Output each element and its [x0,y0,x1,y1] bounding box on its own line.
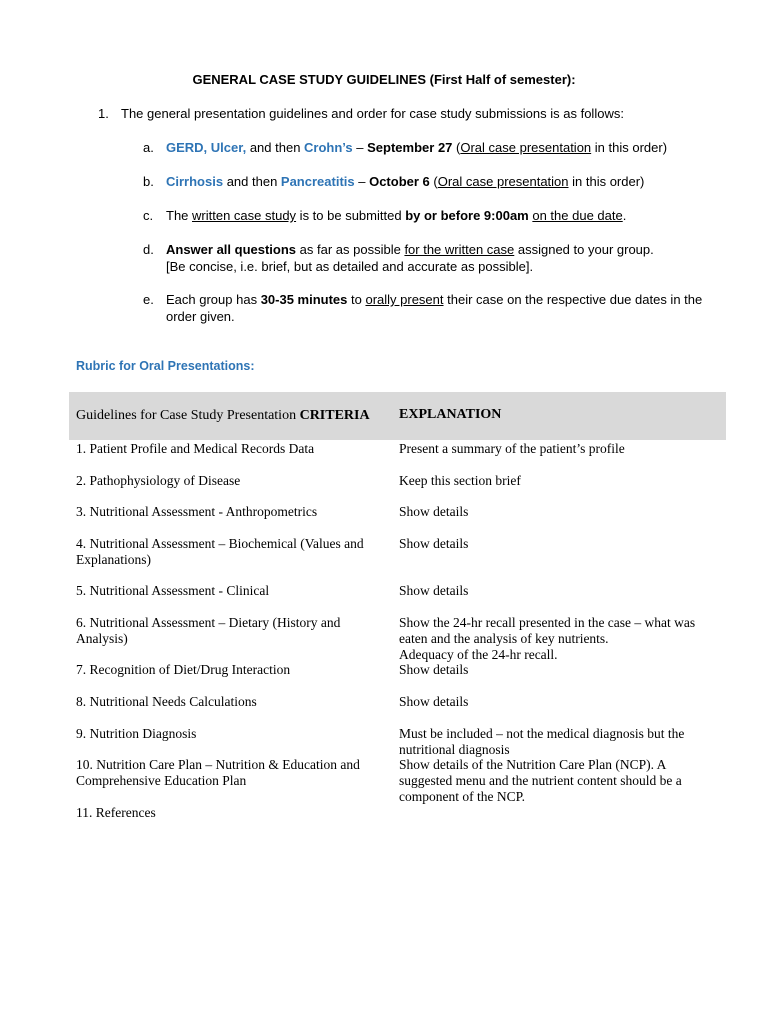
explanation-cell: Show details of the Nutrition Care Plan (NCP). A suggested menu and the nutrient content should be a component of the NCP. [399,757,682,804]
text-fragment: Each group has [166,292,261,307]
explanation-cell: Show details [399,662,469,677]
explanation-text: Show the 24-hr recall presented in the case – what was eaten and the analysis of key nutrients. [399,615,696,646]
written-case-phrase: for the written case [404,242,515,257]
header-explanation: EXPLANATION [399,407,502,422]
disease-cirrhosis: Cirrhosis [166,174,224,189]
document-title: GENERAL CASE STUDY GUIDELINES (First Half of semester): [192,72,576,87]
deadline-time: by or before 9:00am [405,208,529,223]
sub-item-letter: c. [143,208,154,223]
text-fragment: and then [223,174,281,189]
text-fragment: to [347,292,366,307]
text-fragment: is to be submitted [296,208,406,223]
explanation-cell: Present a summary of the patient’s profile [399,441,625,456]
written-case-study: written case study [192,208,297,223]
orally-present: orally present [365,292,444,307]
sub-item-text [166,139,726,156]
sub-item-text [166,207,726,224]
time-allotment: 30-35 minutes [260,292,348,307]
criteria-cell: 8. Nutritional Needs Calculations [76,694,257,709]
explanation-cell: Must be included – not the medical diagnosis but the nutritional diagnosis [399,726,685,757]
sub-item-letter: a. [143,140,154,155]
text-fragment: . [622,208,627,223]
disease-pancreatitis: Pancreatitis [280,174,355,189]
text-fragment: – [352,140,368,155]
criteria-cell: 5. Nutritional Assessment - Clinical [76,583,270,598]
sub-item-letter: d. [143,242,154,257]
presentation-type: Oral case presentation [437,174,569,189]
list-item-1 [98,106,624,121]
presentation-type: Oral case presentation [460,140,592,155]
criteria-cell: 3. Nutritional Assessment - Anthropometrics [76,504,318,519]
criteria-cell: 6. Nutritional Assessment – Dietary (History and Analysis) [76,615,341,646]
explanation-cell: Show details [399,694,469,709]
text-fragment: their case on the respective due dates in the [443,292,703,307]
criteria-cell: 2. Pathophysiology of Disease [76,473,241,488]
sub-item-letter: b. [143,174,154,189]
text-fragment: – [354,174,370,189]
explanation-cell: Show details [399,583,469,598]
due-date: October 6 [369,174,430,189]
sub-item-text [166,241,726,275]
text-fragment: as far as possible [296,242,405,257]
criteria-cell: 9. Nutrition Diagnosis [76,726,197,741]
due-date: September 27 [367,140,453,155]
header-criteria-bold: CRITERIA [299,408,370,423]
due-date-phrase: on the due date [532,208,623,223]
list-item-text: The general presentation guidelines and order for case study submissions is as follows: [121,106,624,121]
explanation-cell: Show details [399,504,469,519]
explanation-text: Adequacy of the 24-hr recall. [399,647,558,662]
table-header [69,392,726,440]
text-fragment: ( [429,174,438,189]
sub-item-text [166,173,726,190]
text-fragment: and then [246,140,305,155]
text-fragment: in this order) [591,140,668,155]
criteria-cell: 7. Recognition of Diet/Drug Interaction [76,662,291,677]
text-fragment: The [166,208,193,223]
explanation-cell: Keep this section brief [399,473,521,488]
disease-crohns: Crohn’s [304,140,353,155]
text-fragment: assigned to your group. [514,242,654,257]
sub-item-text [166,291,726,325]
criteria-cell: 4. Nutritional Assessment – Biochemical (Values and Explanations) [76,536,364,567]
text-fragment: in this order) [568,174,645,189]
list-item-number: 1. [98,106,109,121]
explanation-cell: Show details [399,536,469,551]
text-fragment: order given. [166,309,235,324]
header-criteria [76,408,370,424]
text-fragment: [Be concise, i.e. brief, but as detailed and accurate as possible]. [166,259,534,274]
answer-all-questions: Answer all questions [166,242,297,257]
criteria-cell: 10. Nutrition Care Plan – Nutrition & Education and Comprehensive Education Plan [76,757,360,788]
criteria-cell: 11. References [76,805,156,820]
criteria-cell: 1. Patient Profile and Medical Records Data [76,441,315,456]
header-criteria-text: Guidelines for Case Study Presentation [76,408,300,423]
explanation-cell [399,615,714,663]
text-fragment: ( [452,140,461,155]
sub-item-letter: e. [143,292,154,307]
disease-gerd-ulcer: GERD, Ulcer, [166,140,247,155]
rubric-heading: Rubric for Oral Presentations: [76,359,255,373]
